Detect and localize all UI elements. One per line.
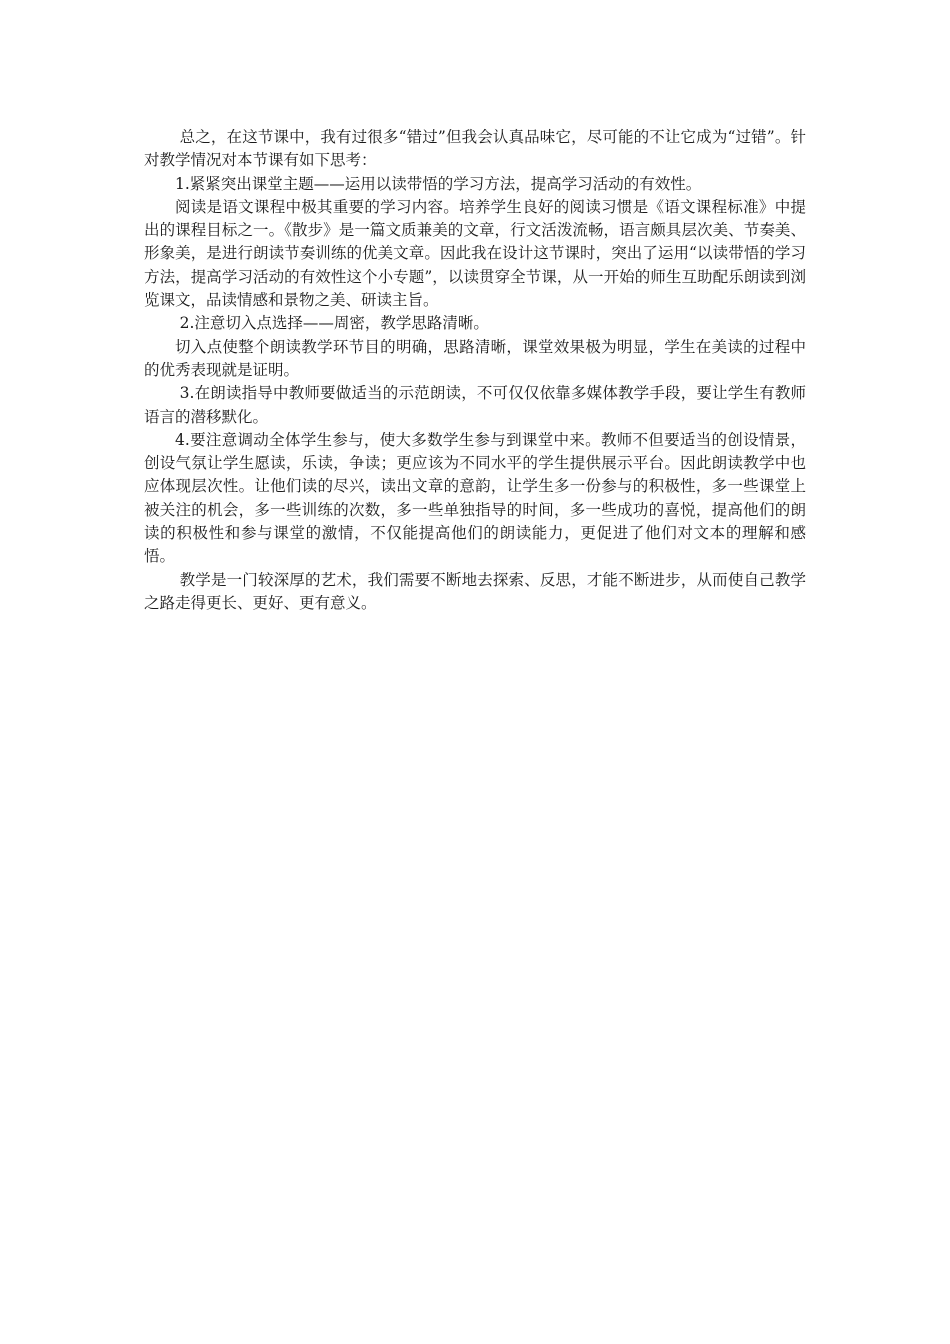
paragraph-point-2-body: 切入点使整个朗读教学环节目的明确，思路清晰，课堂效果极为明显，学生在美读的过程中的优秀表现就是证明。 xyxy=(144,337,806,379)
paragraph-summary: 总之，在这节课中，我有过很多“错过”但我会认真品味它，尽可能的不让它成为“过错”。针对教学情况对本节课有如下思考： xyxy=(144,128,806,170)
paragraph-point-3: 3.在朗读指导中教师要做适当的示范朗读，不可仅仅依靠多媒体教学手段，要让学生有教师语言的潜移默化。 xyxy=(144,384,806,426)
document-body xyxy=(144,126,806,615)
paragraph-point-2-heading: 2.注意切入点选择——周密，教学思路清晰。 xyxy=(179,314,489,333)
paragraph-conclusion: 教学是一门较深厚的艺术，我们需要不断地去探索、反思，才能不断进步，从而使自己教学之路走得更长、更好、更有意义。 xyxy=(144,570,806,612)
paragraph-point-1-heading: 1.紧紧突出课堂主题——运用以读带悟的学习方法，提高学习活动的有效性。 xyxy=(175,174,702,193)
paragraph-point-1-body: 阅读是语文课程中极其重要的学习内容。培养学生良好的阅读习惯是《语文课程标准》中提出的课程目标之一。《散步》是一篇文质兼美的文章，行文活泼流畅，语言颇具层次美、节奏美、形象美，是进行朗读节奏训练的优美文章。因此我在设计这节课时，突出了运用“以读带悟的学习方法，提高学习活动的有效性这个小专题”，以读贯穿全节课，从一开始的师生互助配乐朗读到浏览课文，品读情感和景物之美、研读主旨。 xyxy=(144,197,806,310)
paragraph-point-4: 4.要注意调动全体学生参与，使大多数学生参与到课堂中来。教师不但要适当的创设情景，创设气氛让学生愿读，乐读，争读；更应该为不同水平的学生提供展示平台。因此朗读教学中也应体现层次性。让他们读的尽兴，读出文章的意韵，让学生多一份参与的积极性，多一些课堂上被关注的机会，多一些训练的次数，多一些单独指导的时间，多一些成功的喜悦，提高他们的朗读的积极性和参与课堂的激情，不仅能提高他们的朗读能力，更促进了他们对文本的理解和感悟。 xyxy=(144,430,806,566)
